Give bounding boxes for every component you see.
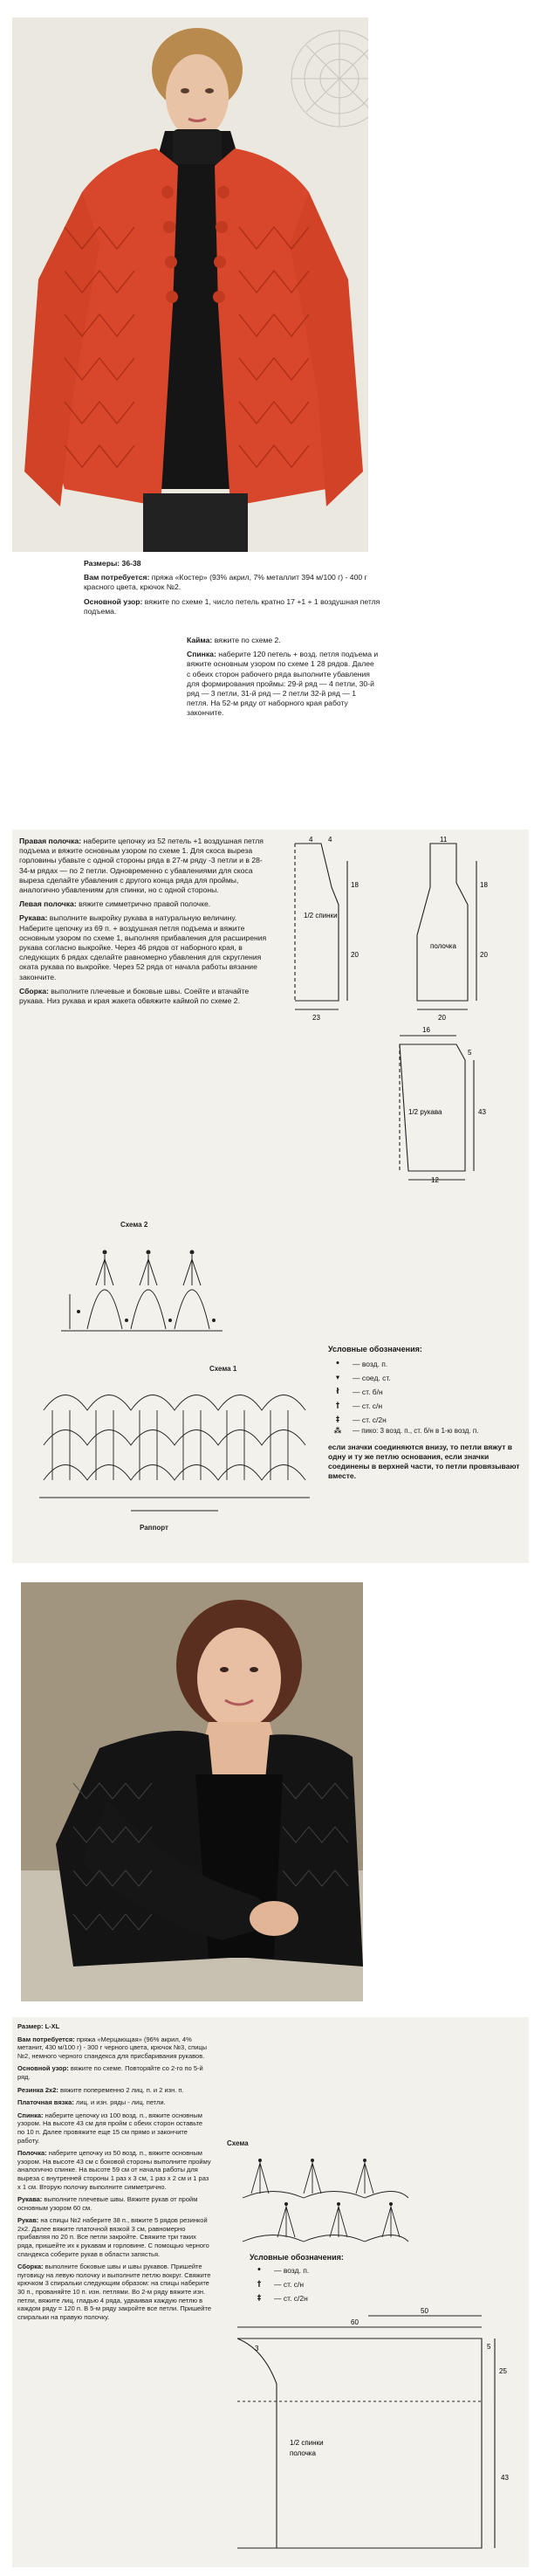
- dim-front-top: 11: [440, 836, 448, 844]
- pattern2-piece-a: 1/2 спинки: [290, 2439, 324, 2447]
- legend2-item: [250, 2291, 407, 2305]
- pattern1-assembly: [19, 987, 270, 1006]
- assembly-label: Сборка:: [19, 986, 49, 995]
- materials-text: пряжа «Костер» (93% акрил, 7% металлит 394 м/100 г) - 400 г красного цвета, крючок №2.: [84, 573, 367, 592]
- photo-black-cardigan: [21, 1582, 363, 2001]
- ribbed-text: лиц. и изн. ряды - лиц. петли.: [75, 2098, 166, 2107]
- legend1-item: [328, 1399, 520, 1413]
- sleeve2-text: выполните плечевые швы. Вяжите рукав от пройм основным узором 60 см.: [17, 2195, 198, 2212]
- right-text: наберите цепочку из 52 петель +1 воздушная петля подъема и вяжите основным узором по схеме 1. Для скоса выреза горловины убавьте с одной стороны ряда в 27-м ряду -3 петли и в 28-34-м рядах — по 2 петли. Одновременно с убавлениями для скоса выреза сделайте убавления с другого конца ряда для проймы, аналогично убавлениям для спинки, но с одной стороны.: [19, 837, 264, 895]
- pattern1-sizes: Размеры: 36-38: [84, 559, 141, 568]
- materials2-text: пряжа «Мерцающая» (96% акрил, 4% метанит, 430 м/100 г) - 300 г черного цвета, крючок №3, спицы №2, немного черного спандекса для присбаривания рукавов.: [17, 2035, 208, 2060]
- left-text: вяжите симметрично правой полочке.: [79, 899, 211, 909]
- pattern2-assembly: [17, 2263, 211, 2321]
- dim-back-armhole: 18: [351, 881, 359, 889]
- legend1-text: — соед. ст.: [353, 1374, 391, 1382]
- rib-label: Резинка 2х2:: [17, 2085, 58, 2094]
- pattern1-back-block: [187, 636, 379, 723]
- single-crochet-icon: ł: [336, 1388, 339, 1396]
- pattern2-sleeve: [17, 2195, 211, 2212]
- legend1-title: Условные обозначения:: [328, 1345, 422, 1353]
- pattern2-front: [17, 2149, 211, 2191]
- legend1-item: [328, 1413, 520, 1427]
- legend2-text: — возд. п.: [274, 2266, 310, 2275]
- pattern2-back: [17, 2111, 211, 2145]
- legend1-text: — ст. б/н: [353, 1388, 383, 1396]
- dim-armhole: 25: [499, 2367, 507, 2375]
- legend1-item: [328, 1427, 520, 1436]
- double-crochet-icon: †: [257, 2280, 262, 2289]
- pattern2-cuffs: [17, 2216, 211, 2258]
- dim-front-width: 20: [438, 1014, 446, 1022]
- dim-width-half: 50: [421, 2307, 428, 2315]
- pattern1-right: [19, 837, 270, 895]
- dim-width-total: 60: [351, 2318, 359, 2326]
- back-label: Спинка:: [187, 650, 216, 659]
- pattern2-scheme-title: Схема: [227, 2139, 249, 2147]
- front-piece-label: полочка: [430, 942, 456, 950]
- left-label: Левая полочка:: [19, 899, 77, 909]
- assembly2-label: Сборка:: [17, 2263, 44, 2271]
- main-label: Основной узор:: [84, 596, 143, 606]
- pattern2-scheme-chart: [234, 2150, 417, 2253]
- back-piece-label: 1/2 спинки: [304, 912, 338, 920]
- pattern2-body-outline: [237, 2338, 482, 2548]
- dim-back-side: 20: [351, 951, 359, 959]
- pattern2-main: [17, 2064, 211, 2081]
- scheme1-chart: [26, 1375, 314, 1528]
- pattern1-materials: [84, 573, 380, 592]
- front2-text: наберите цепочку из 50 возд. п., вяжите основным узором. На высоте 43 см с боковой стороны выполните пройму аналогично спинке. На высоте 59 см от начала работы для выреза с внутренней стороны 1 раз x 3 см, 1 раз x 2 см и 1 раз x 1 см. Вторую полочку выполните симметрично.: [17, 2149, 211, 2191]
- sleeve-label: Рукава:: [19, 913, 48, 923]
- legend1-item: [328, 1357, 520, 1371]
- pattern1-main: [84, 597, 380, 616]
- ribbed-label: Платочная вязка:: [17, 2098, 74, 2107]
- treble-crochet-icon: ‡: [257, 2294, 262, 2303]
- pattern1-intro: [84, 559, 380, 621]
- chain-icon: •: [335, 1360, 340, 1368]
- double-crochet-icon: †: [335, 1402, 340, 1410]
- right-label: Правая полочка:: [19, 837, 82, 845]
- pattern2-instructions: [17, 2022, 211, 2325]
- assembly-text: выполните плечевые и боковые швы. Соейте и втачайте рукава. Низ рукава и края жакета обвяжите каймой по схеме 2.: [19, 986, 250, 1006]
- back2-label: Спинка:: [17, 2111, 44, 2119]
- legend1-note: если значки соединяются внизу, то петли вяжут в одну и ту же петлю основания, если значки соединены в верхней части, то петли провязывают вместе.: [328, 1443, 520, 1480]
- pattern2-materials: [17, 2035, 211, 2061]
- pattern2-legend: [250, 2253, 407, 2305]
- back2-text: наберите цепочку из 100 возд. п., вяжите основным узором. На высоте 43 см для пройм с обеих сторон оставьте по 10 п. Далее провяжите еще 15 см прямо и закончите работу.: [17, 2111, 203, 2145]
- slip-stitch-icon: ▾: [335, 1374, 340, 1382]
- back-text: наберите 120 петель + возд. петля подъема и вяжите основным узором по схеме 1 28 рядов. Далее с обеих сторон рабочего ряда выполните убавления для формирования проймы: 29-й ряд — 4 петли, 30-й ряд — 3 петли, 31-й ряд — 2 петли 32-й ряд — 1 петля. На 52-м ряду от наборного края работу закончите.: [187, 650, 379, 718]
- pattern2-rib: [17, 2086, 211, 2095]
- pattern1-edge: [187, 636, 379, 645]
- dim-sleeve-top: 16: [422, 1026, 430, 1034]
- rapport-label: Раппорт: [140, 1524, 168, 1532]
- pattern1-left: [19, 899, 270, 909]
- pattern1-legend: [328, 1345, 520, 1481]
- pattern2-front-neck: [237, 2338, 277, 2548]
- pattern2-size: Размер: L-XL: [17, 2022, 60, 2030]
- black-cardigan-illustration: [21, 1582, 363, 2001]
- legend2-text: — ст. с/2н: [274, 2294, 308, 2303]
- pattern1-instructions: [19, 837, 270, 1010]
- sleeve-piece-label: 1/2 рукава: [408, 1108, 442, 1116]
- back-schematic: [295, 844, 339, 1001]
- legend1-text: — ст. с/2н: [353, 1415, 387, 1424]
- legend2-text: — ст. с/н: [274, 2280, 305, 2289]
- pattern1-schematics: [277, 835, 529, 1184]
- red-jacket-illustration: [12, 17, 368, 552]
- assembly2-text: выполните боковые швы и швы рукавов. Пришейте пуговицу на левую полочку и выполните петлю вокруг. Свяжите крючком 3 спиральки следующим образом: на спицы наберите 30 п., прованяйте 10 п. изн. петлями. Во 2-м ряду вяжите изн. петли, вяжите лиц. гладью 4 ряда, удваивая каждую петлю в каждом ряду = 120 п. В 5-м ряду закройте все петли. Пришейте спиральки на правую полочку.: [17, 2263, 211, 2321]
- legend2-title: Условные обозначения:: [250, 2253, 344, 2262]
- treble-crochet-icon: ‡: [335, 1415, 340, 1424]
- dim-back-width: 23: [312, 1014, 320, 1022]
- main2-label: Основной узор:: [17, 2064, 69, 2073]
- legend1-text: — ст. с/н: [353, 1402, 383, 1410]
- scheme2-chart: [52, 1233, 236, 1338]
- main-text: вяжите по схеме 1, число петель кратно 17 +1 + 1 воздушная петля подъема.: [84, 596, 380, 616]
- materials2-label: Вам потребуется:: [17, 2035, 75, 2043]
- legend1-text: — пико: 3 возд. п., ст. б/н в 1-ю возд. п.: [353, 1427, 479, 1435]
- pattern2-ribbed: [17, 2098, 211, 2107]
- scheme2-title: Схема 2: [120, 1221, 148, 1229]
- front2-label: Полочка:: [17, 2149, 47, 2158]
- pattern1-sleeve: [19, 913, 270, 981]
- cuffs-label: Рукав:: [17, 2216, 39, 2225]
- dim-sleeve-cap: 5: [468, 1049, 472, 1057]
- main2-text: вяжите по схеме. Повторяйте со 2-го по 5-й ряд.: [17, 2064, 203, 2081]
- dim-back-neck: 4: [309, 836, 313, 844]
- dim-back-shoulder: 4: [328, 836, 332, 844]
- dim-front-armhole: 18: [480, 881, 488, 889]
- scheme1-title: Схема 1: [209, 1365, 237, 1373]
- sleeve2-label: Рукава:: [17, 2195, 43, 2204]
- dim-sleeve-length: 43: [478, 1108, 486, 1116]
- pattern1-back: [187, 650, 379, 718]
- edge-label: Кайма:: [187, 636, 213, 644]
- cuffs-text: на спицы №2 наберите 38 п., вяжите 5 рядов резинкой 2х2. Далее вяжите платочной вязкой 3 см, равномерно прибавляя по 20 п. Все петли закройте. Свяжите три таких ряда, пришейте их к рукавам и горловине. С помощью черного спандекса соберите рукав в области запястья.: [17, 2216, 209, 2258]
- photo-red-jacket: [12, 17, 368, 552]
- dim-neck-depth: 3: [255, 2345, 259, 2352]
- materials-label: Вам потребуется:: [84, 573, 150, 582]
- legend2-item: [250, 2263, 407, 2277]
- dim-neck: 5: [487, 2343, 491, 2351]
- pattern2-schematic: [229, 2305, 525, 2563]
- dim-length: 43: [501, 2474, 509, 2482]
- dim-front-side: 20: [480, 951, 488, 959]
- legend2-item: [250, 2277, 407, 2291]
- legend1-text: — возд. п.: [353, 1360, 388, 1368]
- pattern2-piece-b: полочка: [290, 2449, 316, 2457]
- sleeve-text: выполните выкройку рукава в натуральную величину. Наберите цепочку из 69 п. + воздушная петля подъема и вяжите основным узором по схеме 1, выполняя прибавления для расширения рукава согласно выкройке. Через 46 рядов от наборного края, в следующих 6 рядах сделайте равномерно убавления для скругления оката рукава по выкройке. Через 52 ряда от начала работы вязание закончите.: [19, 913, 267, 981]
- dim-sleeve-cuff: 12: [431, 1176, 439, 1184]
- picot-icon: ⁂: [333, 1427, 342, 1436]
- legend1-item: [328, 1385, 520, 1399]
- chain-icon: •: [257, 2266, 262, 2275]
- front-schematic: [417, 844, 468, 1001]
- edge-text: вяжите по схеме 2.: [214, 636, 281, 644]
- rib-text: вяжите попеременно 2 лиц. п. и 2 изн. п.: [59, 2085, 184, 2094]
- legend1-item: [328, 1371, 520, 1385]
